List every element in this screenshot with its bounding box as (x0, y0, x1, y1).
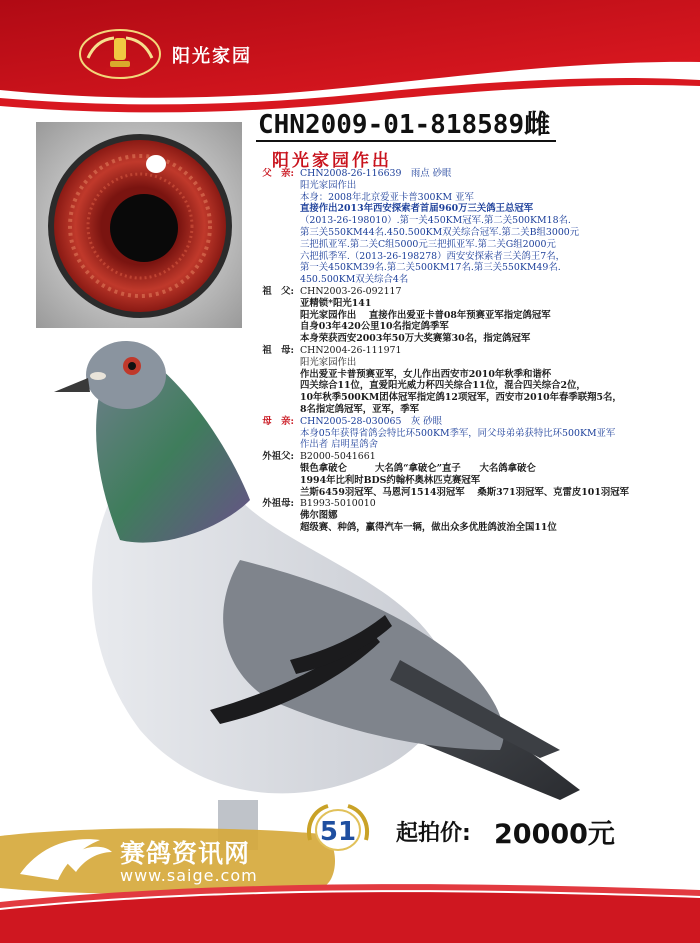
brand-name: 阳光家园 (172, 46, 252, 67)
pedigree-father (248, 168, 688, 286)
maternal-grandmother-label: 外祖母: (262, 498, 294, 510)
father-label: 父 亲: (262, 168, 294, 179)
maternal-grandfather-line: 1994年比利时BDS约翰杯奥林匹克赛冠军 (300, 474, 481, 486)
father-line: 第三关550KM44名.450.500KM双关综合冠军.第二关B组3000元 (300, 226, 580, 238)
father-line: 三把抓亚军.第二关C组5000元三把抓亚军.第二关G组2000元 (300, 238, 556, 250)
grandfather-line: 阳光家园作出 直接作出爱亚卡普08年预赛亚军指定鸽冠军 (300, 309, 551, 321)
watermark-url: www.saige.com (120, 866, 258, 885)
maternal-grandfather-line: 兰斯6459羽冠军、马恩河1514羽冠军 桑斯371羽冠军、克雷皮101羽冠军 (300, 486, 629, 498)
grandmother-line: 8名指定鸽冠军，亚军，季军 (300, 403, 420, 415)
grandfather-label: 祖 父: (262, 285, 294, 297)
pigeon-photo (40, 330, 580, 850)
lot-number: 51 (319, 817, 357, 847)
father-line: 直接作出2013年西安探索者首届960万三关鸽王总冠军 (300, 203, 534, 215)
grandfather-line: 本身荣获西安2003年50万大奖赛第30名，指定鸽冠军 (300, 333, 531, 345)
maternal-grandfather-line: 银色拿破仑 大名鸽“拿破仑”直子 大名鸽拿破仑 (300, 462, 536, 474)
price-label: 起拍价: (396, 821, 471, 846)
breeder-subtitle: 阳光家园作出 (272, 151, 392, 171)
maternal-grandfather-label: 外祖父: (262, 451, 294, 463)
father-line: （2013-26-198010）.第一关450KM冠军.第二关500KM18名. (300, 215, 571, 227)
grandmother-line: 作出爱亚卡普预赛亚军，女儿作出西安市2010年秋季和谐杯 (300, 368, 552, 380)
mother-line: 本身05年获得省鸽会特比环500KM季军，同父母弟弟获特比环500KM亚军 (300, 427, 616, 439)
grandfather-ring: CHN2003-26-092117 (300, 285, 402, 297)
maternal-grandmother-line: 超级赛、种鸽，赢得汽车一辆，做出众多优胜鸽波治全国11位 (300, 521, 557, 533)
grandmother-label: 祖 母: (262, 344, 294, 356)
footer-banner (0, 880, 700, 943)
eye-photo (36, 122, 242, 328)
father-line: 第一关450KM39名.第二关500KM17名.第三关550KM49名. (300, 262, 561, 274)
grandmother-line: 四关综合11位，直爱阳光威力杯四关综合11位，混合四关综合2位， (300, 380, 586, 392)
maternal-grandmother-line: 佛尔图娜 (300, 510, 338, 522)
father-line: 阳光家园作出 (300, 179, 357, 191)
watermark-title: 赛鸽资讯网 (120, 839, 251, 868)
father-line: 450.500KM双关综合4名 (300, 274, 409, 286)
grandmother-line: 10年秋季500KM团体冠军指定鸽12项冠军，西安市2010年春季联翔5名， (300, 392, 622, 404)
ring-number-title: CHN2009-01-818589雌 (258, 110, 551, 140)
laurel-trophy-logo (78, 28, 162, 80)
starting-price: 20000元 (494, 819, 615, 850)
grandfather-line: 亚精锁*阳光141 (300, 297, 372, 309)
father-ring: CHN2008-26-116639 雨点 砂眼 (300, 168, 452, 179)
father-line: 六把抓季军.（2013-26-198278）西安安探索者三关鸽王7名， (300, 250, 565, 262)
mother-line: 作出者 启明星鸽舍 (300, 439, 378, 451)
father-line: 本身：2008年北京爱亚卡普300KM 亚军 (300, 191, 474, 203)
footer-swoosh (0, 880, 700, 943)
grandfather-line: 自身03年420公里10名指定鸽季军 (300, 321, 449, 333)
grandmother-line: 阳光家园作出 (300, 356, 357, 368)
maternal-grandmother-ring: B1993-5010010 (300, 498, 376, 510)
mother-label: 母 亲: (262, 415, 294, 427)
grandmother-ring: CHN2004-26-111971 (300, 344, 402, 356)
maternal-grandfather-ring: B2000-5041661 (300, 451, 376, 463)
mother-ring: CHN2005-28-030065 灰 砂眼 (300, 415, 442, 427)
lot-number-badge (302, 800, 374, 862)
title-underline (256, 140, 556, 142)
